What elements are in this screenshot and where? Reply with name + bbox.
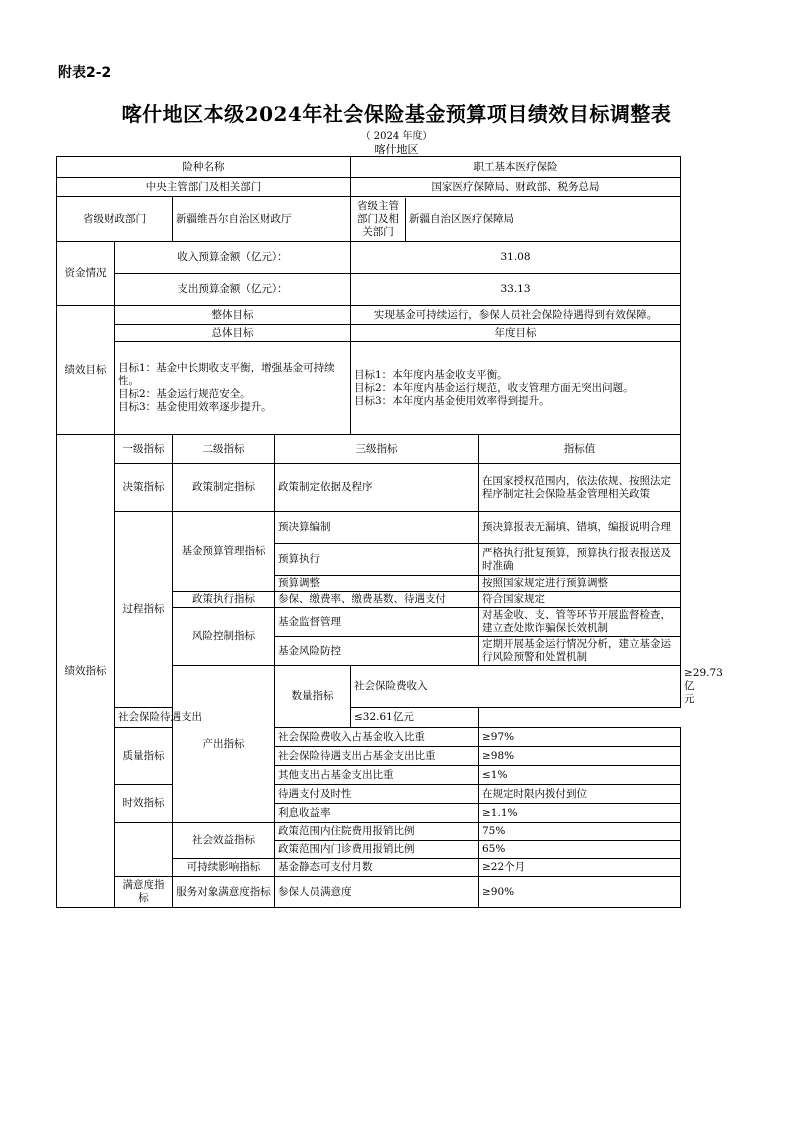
expense-row: [57, 274, 681, 306]
general-goal-1: 目标1：基金中长期收支平衡，增强基金可持续性。: [118, 362, 335, 387]
provincial-row: [57, 197, 681, 242]
overall-goal-value: 实现基金可持续运行，参保人员社会保险待遇得到有效保障。: [351, 306, 681, 325]
prov-dept-cell: [351, 197, 681, 242]
value-cell: 65%: [479, 841, 681, 859]
value-cell: 严格执行批复预算，预算执行报表报送及时准确: [479, 544, 681, 576]
value-cell: 在国家授权范围内，依法依规、按照法定程序制定社会保险基金管理相关政策: [479, 464, 681, 512]
level3-cell: 社会保险待遇支出占基金支出比重: [275, 747, 479, 766]
level3-cell: 其他支出占基金支出比重: [275, 766, 479, 785]
level2-quality: 质量指标: [115, 728, 173, 785]
prov-dept-label: 省级主管部门及相关部门: [351, 198, 406, 241]
prov-finance-value: 新疆维吾尔自治区财政厅: [173, 197, 351, 242]
value-cell: 对基金收、支、管等环节开展监督检查，建立查处欺诈骗保长效机制: [479, 608, 681, 637]
annual-goal-header: 年度目标: [351, 325, 681, 342]
level2-budget-mgmt: 基金预算管理指标: [173, 512, 275, 592]
level3-cell: 政策范围内住院费用报销比例: [275, 823, 479, 841]
value-cell: 75%: [479, 823, 681, 841]
income-label: 收入预算金额（亿元）：: [115, 242, 351, 274]
level1-decision: 决策指标: [115, 464, 173, 512]
level3-cell: 预算调整: [275, 576, 479, 592]
insurance-label: 险种名称: [57, 157, 351, 178]
table-row: [57, 785, 681, 804]
indicator-header-row: [57, 435, 681, 464]
prov-dept-value: 新疆自治区医疗保障局: [409, 212, 514, 225]
insurance-row: [57, 157, 681, 178]
col-level2-header: 二级指标: [173, 435, 275, 464]
value-cell: ≥90%: [479, 877, 681, 908]
central-dept-value: 国家医疗保障局、财政部、税务总局: [351, 178, 681, 197]
value-cell: ≤32.61亿元: [351, 708, 479, 728]
level1-output-cont: [115, 823, 173, 877]
overall-goal-row: [57, 306, 681, 325]
value-cell: 预决算报表无漏填、错填，编报说明合理: [479, 512, 681, 544]
level3-cell: 预算执行: [275, 544, 479, 576]
table-row: [57, 823, 681, 841]
annual-goal-2: 目标2：本年度内基金运行规范，收支管理方面无突出问题。: [354, 381, 634, 394]
goals-label: 绩效目标: [57, 306, 115, 435]
table-row: [57, 728, 681, 747]
level3-cell: 利息收益率: [275, 804, 479, 823]
level3-cell: 社会保险费收入占基金收入比重: [275, 728, 479, 747]
level2-timeliness: 时效指标: [115, 785, 173, 823]
level3-cell: 政策范围内门诊费用报销比例: [275, 841, 479, 859]
level3-cell: 基金静态可支付月数: [275, 859, 479, 877]
value-cell: ≥98%: [479, 747, 681, 766]
performance-table: [56, 156, 723, 908]
prov-finance-label: 省级财政部门: [57, 197, 173, 242]
general-goal-header: 总体目标: [115, 325, 351, 342]
indicators-label: 绩效指标: [57, 435, 115, 908]
level3-cell: 基金风险防控: [275, 637, 479, 666]
level2-policy-exec: 政策执行指标: [173, 592, 275, 608]
value-cell: ≥1.1%: [479, 804, 681, 823]
value-cell: 在规定时限内拨付到位: [479, 785, 681, 804]
level3-cell: 社会保险费收入: [351, 666, 681, 708]
expense-value: 33.13: [351, 274, 681, 306]
table-row: [57, 464, 681, 512]
level1-output: 产出指标: [173, 666, 275, 823]
level3-cell: 政策制定依据及程序: [275, 464, 479, 512]
annual-goal-3: 目标3：本年度内基金使用效率得到提升。: [354, 394, 550, 407]
annex-label: 附表2-2: [58, 65, 112, 81]
general-goal-3: 目标3：基金使用效率逐步提升。: [118, 401, 272, 413]
overall-goal-label: 整体目标: [115, 306, 351, 325]
level3-cell: 待遇支付及时性: [275, 785, 479, 804]
value-cell: ≥97%: [479, 728, 681, 747]
general-goal-text: [115, 342, 351, 435]
level1-satisfaction: 满意度指标: [115, 877, 173, 908]
central-dept-label: 中央主管部门及相关部门: [57, 178, 351, 197]
table-row: [57, 708, 681, 728]
level3-cell: 预决算编制: [275, 512, 479, 544]
region-label: 喀什地区: [374, 143, 419, 156]
general-goal-2: 目标2：基金运行规范安全。: [118, 388, 251, 400]
level2-sustainable: 可持续影响指标: [173, 859, 275, 877]
col-value-header: 指标值: [479, 435, 681, 464]
level3-cell: 社会保险待遇支出: [115, 708, 275, 728]
annual-goal-1: 目标1：本年度内基金收支平衡。: [354, 368, 508, 381]
level2-policy-making: 政策制定指标: [173, 464, 275, 512]
year-line: （ 2024 年度）: [360, 131, 433, 142]
value-cell: 定期开展基金运行情况分析，建立基金运行风险预警和处置机制: [479, 637, 681, 666]
table-row: [57, 512, 681, 544]
page-title: 喀什地区本级2024年社会保险基金预算项目绩效目标调整表: [121, 102, 672, 126]
goal-header-row: [57, 325, 681, 342]
level2-service-target: 服务对象满意度指标: [173, 877, 275, 908]
level3-cell: 参保、缴费率、缴费基数、待遇支付: [275, 592, 479, 608]
value-cell: ≤1%: [479, 766, 681, 785]
annual-goal-text: [351, 342, 681, 435]
funds-label: 资金情况: [57, 242, 115, 306]
goal-detail-row: [57, 342, 681, 435]
col-level3-header: 三级指标: [275, 435, 479, 464]
table-row: [57, 877, 681, 908]
insurance-value: 职工基本医疗保险: [351, 157, 681, 178]
level2-quantity: 数量指标: [275, 666, 351, 728]
central-dept-row: [57, 178, 681, 197]
value-cell: ≥22个月: [479, 859, 681, 877]
level3-cell: 参保人员满意度: [275, 877, 479, 908]
level3-cell: 基金监督管理: [275, 608, 479, 637]
col-level1-header: 一级指标: [115, 435, 173, 464]
income-value: 31.08: [351, 242, 681, 274]
expense-label: 支出预算金额（亿元）：: [115, 274, 351, 306]
value-cell: 按照国家规定进行预算调整: [479, 576, 681, 592]
level1-process: 过程指标: [115, 512, 173, 708]
level2-social-benefit: 社会效益指标: [173, 823, 275, 859]
value-cell: 符合国家规定: [479, 592, 681, 608]
level2-risk-ctrl: 风险控制指标: [173, 608, 275, 666]
table-row: 产出指标 数量指标 社会保险费收入 ≥29.73亿元: [57, 666, 681, 708]
income-row: [57, 242, 681, 274]
